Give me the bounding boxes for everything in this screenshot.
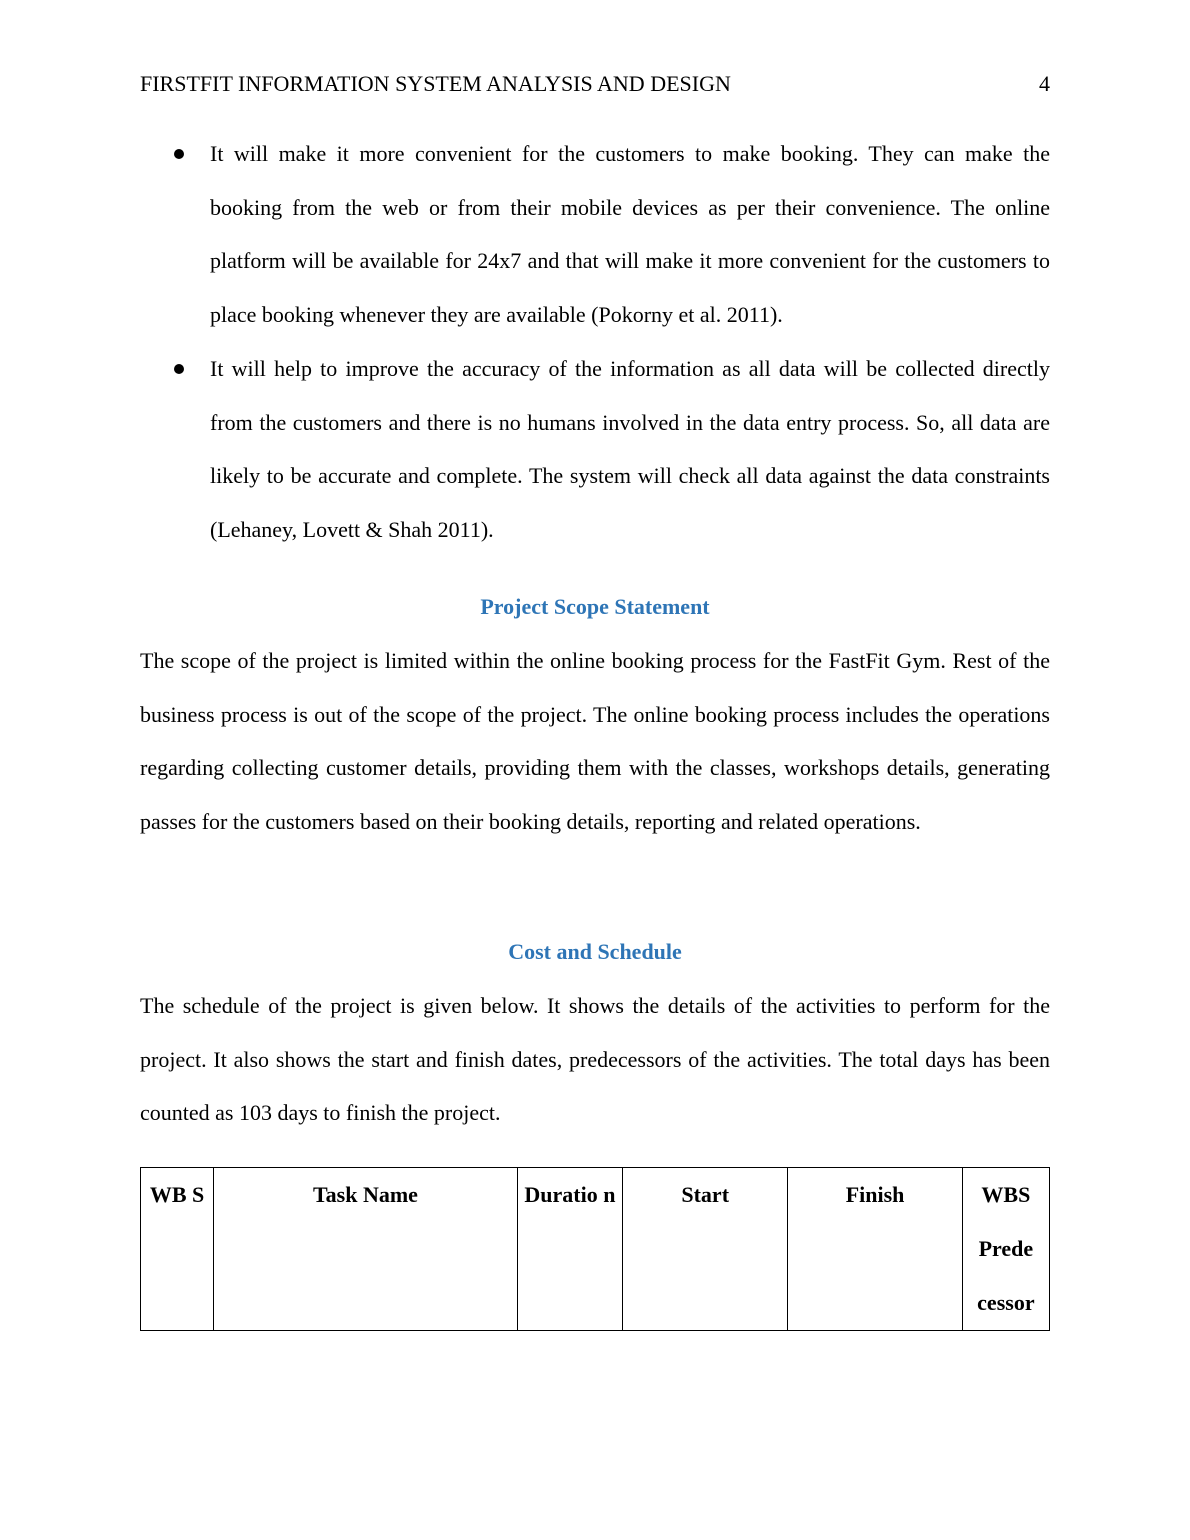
running-header xyxy=(140,70,1050,98)
cost-schedule-paragraph: The schedule of the project is given below. It shows the details of the activities to perform for the project. It also shows the start and finish dates, predecessors of the activities. The total days has been counted as 103 days to finish the project. xyxy=(140,993,1050,1126)
bullet-item xyxy=(140,127,1050,342)
scope-heading: Project Scope Statement xyxy=(480,594,710,619)
header-title: FIRSTFIT INFORMATION SYSTEM ANALYSIS AND DESIGN xyxy=(140,71,731,96)
column-header-wbs-predecessor: WBS Prede cessor xyxy=(962,1168,1049,1331)
schedule-table xyxy=(140,1167,1050,1331)
column-header-task-name: Task Name xyxy=(214,1168,518,1331)
bullet-dot-icon xyxy=(174,364,184,374)
column-header-finish: Finish xyxy=(788,1168,962,1331)
column-header-wbs: WB S xyxy=(141,1168,214,1331)
page-number: 4 xyxy=(1039,71,1050,96)
bullet-dot-icon xyxy=(174,149,184,159)
column-header-duration: Duratio n xyxy=(517,1168,622,1331)
cost-schedule-heading: Cost and Schedule xyxy=(508,939,682,964)
scope-paragraph: The scope of the project is limited within the online booking process for the FastFit Gym. Rest of the business process is out of the scope of the project. The online booking process includes the operations regarding collecting customer details, providing them with the classes, workshops details, generating passes for the customers based on their booking details, reporting and related operations. xyxy=(140,648,1050,835)
benefits-bullet-list xyxy=(140,127,1050,557)
column-header-start: Start xyxy=(623,1168,788,1331)
bullet-item xyxy=(140,342,1050,557)
bullet-text: It will help to improve the accuracy of the information as all data will be collected directly from the customers and there is no humans involved in the data entry process. So, all data are likely to be accurate and complete. The system will check all data against the data constraints (Lehaney, Lovett & Shah 2011). xyxy=(210,355,1050,542)
bullet-text: It will make it more convenient for the customers to make booking. They can make the booking from the web or from their mobile devices as per their convenience. The online platform will be available for 24x7 and that will make it more convenient for the customers to place booking whenever they are available (Pokorny et al. 2011). xyxy=(210,141,1050,328)
table-header-row xyxy=(141,1168,1050,1331)
